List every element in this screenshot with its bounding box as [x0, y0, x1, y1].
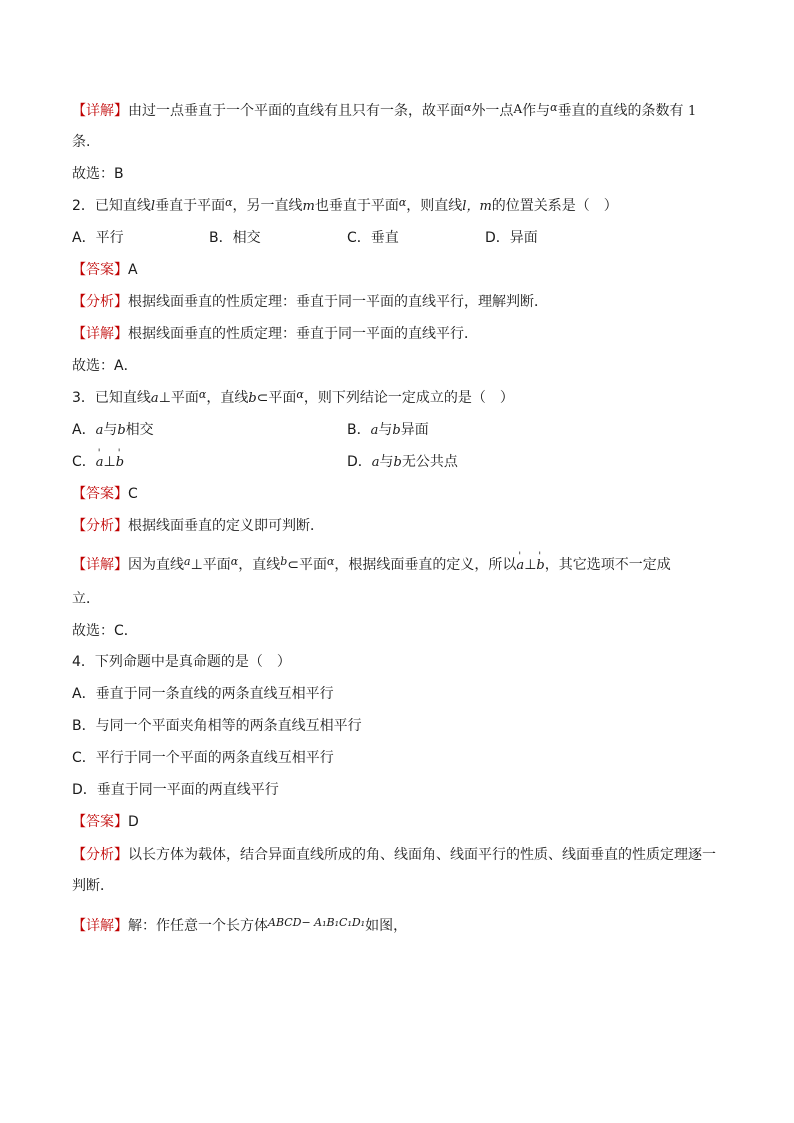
q3-answer-line [72, 484, 138, 504]
alpha-symbol: α [326, 555, 335, 568]
q1-detail-continuation: 条. [72, 134, 91, 150]
line-a: a [184, 555, 191, 568]
q4-detail-a: 解：作任意一个长方体 [128, 918, 268, 934]
q3-stem-c: ，直线 [206, 390, 249, 406]
q2-stem-d: 也垂直于平面 [314, 198, 399, 214]
detail-tag: 【详解】 [72, 557, 128, 573]
q3-stem-d: 平面 [268, 390, 297, 406]
option-mid: 与 [379, 454, 394, 470]
line-b: b [392, 423, 401, 438]
q3-answer: C [128, 486, 138, 502]
option-mid: 与 [103, 422, 118, 438]
q3-analysis: 根据线面垂直的定义即可判断． [128, 518, 324, 534]
subset-symbol: ⊂ [287, 557, 299, 573]
q2-analysis-line [72, 292, 548, 312]
option-end: 无公共点 [401, 454, 458, 470]
q4-detail-b: 如图， [365, 918, 408, 934]
q2-analysis: 根据线面垂直的性质定理：垂直于同一平面的直线平行，理解判断． [128, 294, 548, 310]
q1-detail-text-d: 垂直的直线的条数有 [557, 103, 684, 119]
q4-option-a: A．垂直于同一条直线的两条直线互相平行 [72, 686, 334, 702]
q4-answer-line [72, 812, 139, 832]
number-one: 1 [688, 104, 697, 119]
alpha-symbol: α [225, 196, 233, 209]
lines-l-m: l，m [462, 199, 492, 214]
q1-detail-text-b: 外一点 [471, 103, 514, 119]
detail-tag: 【详解】 [72, 103, 128, 119]
line-b: b [117, 423, 126, 438]
q4-answer: D [128, 814, 139, 830]
q1-detail-text-c: 作与 [522, 103, 551, 119]
analysis-tag: 【分析】 [72, 847, 128, 863]
option-mid: 与 [378, 422, 393, 438]
q2-stem-c: ，另一直线 [232, 198, 303, 214]
q2-option-c: C．垂直 [347, 230, 399, 246]
q3-stem [72, 388, 514, 409]
perp-symbol: ⊥ [103, 454, 116, 470]
option-end: 异面 [400, 422, 429, 438]
answer-tag: 【答案】 [72, 262, 128, 278]
vector-b: ' b [116, 453, 124, 473]
q2-answer: A [128, 262, 138, 278]
line-a: a [150, 391, 159, 406]
q3-stem-a: 3．已知直线 [72, 390, 151, 406]
detail-tag: 【详解】 [72, 918, 128, 934]
q1-choice: 故选：B [72, 166, 124, 182]
option-prefix: D． [347, 454, 372, 470]
line-m: m [302, 199, 315, 214]
q3-option-c [72, 452, 124, 473]
line-b: b [280, 555, 288, 568]
perp-symbol: ⊥ [190, 557, 203, 573]
alpha-symbol: α [464, 101, 472, 114]
vector-a: ' a [96, 453, 104, 473]
q4-analysis-line [72, 845, 716, 865]
perp-symbol: ⊥ [524, 557, 537, 573]
option-prefix: C． [72, 454, 96, 470]
q4-option-b: B．与同一个平面夹角相等的两条直线互相平行 [72, 718, 362, 734]
q3-option-d [347, 452, 458, 473]
q2-stem-f: 的位置关系是（ ） [491, 198, 618, 214]
q4-analysis: 以长方体为载体，结合异面直线所成的角、线面角、线面平行的性质、线面垂直的性质定理逐一 [128, 847, 716, 863]
q2-option-a: A．平行 [72, 230, 124, 246]
alpha-symbol: α [296, 388, 304, 401]
q2-answer-line [72, 260, 138, 280]
q3-stem-e: ，则下列结论一定成立的是（ ） [303, 390, 514, 406]
q2-stem-e: ，则直线 [406, 198, 463, 214]
q2-stem-a: 2．已知直线 [72, 198, 151, 214]
q3-detail-a: 因为直线 [128, 557, 184, 573]
q4-option-d: D．垂直于同一平面的两直线平行 [72, 782, 279, 798]
q3-analysis-line [72, 516, 324, 536]
q2-stem [72, 196, 618, 217]
option-end: 相交 [125, 422, 154, 438]
q3-detail-b: 平面 [202, 557, 231, 573]
answer-tag: 【答案】 [72, 486, 128, 502]
q4-analysis-continuation: 判断． [72, 878, 114, 894]
q3-detail-f: ，其它选项不一定成 [544, 557, 671, 573]
answer-tag: 【答案】 [72, 814, 128, 830]
subset-symbol: ⊂ [256, 390, 269, 406]
q3-option-b [347, 420, 429, 441]
q2-option-d: D．异面 [485, 230, 538, 246]
line-b: b [248, 391, 257, 406]
alpha-symbol: α [198, 388, 207, 401]
detail-tag: 【详解】 [72, 326, 128, 342]
vector-b: ' b [536, 556, 544, 576]
line-a: a [95, 423, 104, 438]
q3-detail-c: ，直线 [238, 557, 281, 573]
q3-choice: 故选：C． [72, 623, 138, 639]
analysis-tag: 【分析】 [72, 518, 128, 534]
q4-stem: 4．下列命题中是真命题的是（ ） [72, 654, 291, 670]
cuboid-label: ABCD− A₁B₁C₁D₁ [268, 916, 366, 929]
q2-choice: 故选：A． [72, 358, 138, 374]
option-prefix: A． [72, 422, 96, 438]
vector-a: ' a [516, 556, 524, 576]
q2-detail-line [72, 324, 478, 344]
q4-option-c: C．平行于同一个平面的两条直线互相平行 [72, 750, 334, 766]
q1-detail-line [72, 101, 696, 122]
q4-detail-line [72, 916, 407, 937]
q3-detail-d: 平面 [298, 557, 327, 573]
q3-detail-line [72, 555, 671, 576]
q3-detail-e: ，根据线面垂直的定义，所以 [334, 557, 517, 573]
line-a: a [371, 455, 380, 470]
alpha-symbol: α [550, 101, 558, 114]
line-a: a [370, 423, 379, 438]
analysis-tag: 【分析】 [72, 294, 128, 310]
point-a: A [513, 102, 523, 116]
q1-detail-text-a: 由过一点垂直于一个平面的直线有且只有一条，故平面 [128, 103, 464, 119]
line-l: l [150, 199, 156, 214]
alpha-symbol: α [230, 555, 239, 568]
q3-stem-b: 平面 [170, 390, 199, 406]
perp-symbol: ⊥ [158, 390, 171, 406]
alpha-symbol: α [398, 196, 407, 209]
option-prefix: B． [347, 422, 371, 438]
q3-option-a [72, 420, 154, 441]
line-b: b [393, 455, 402, 470]
q2-detail: 根据线面垂直的性质定理：垂直于同一平面的直线平行． [128, 326, 478, 342]
q2-option-b: B．相交 [209, 230, 261, 246]
q2-stem-b: 垂直于平面 [155, 198, 226, 214]
q3-detail-continuation: 立． [72, 591, 100, 607]
